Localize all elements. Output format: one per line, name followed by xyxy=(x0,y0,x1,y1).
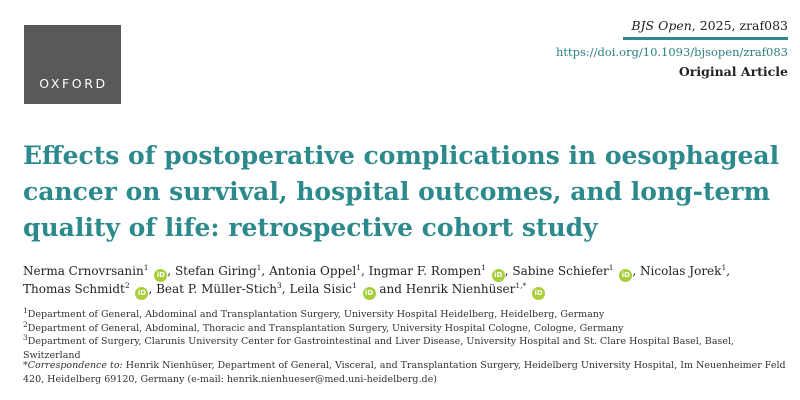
author-separator: and xyxy=(375,282,406,296)
author-name: Thomas Schmidt xyxy=(23,282,125,296)
affiliation-marker: 1 xyxy=(23,305,28,315)
journal-citation xyxy=(556,18,788,33)
author xyxy=(156,282,282,296)
affiliation xyxy=(23,319,793,336)
author xyxy=(23,264,167,278)
author xyxy=(512,264,632,278)
publisher-logo xyxy=(24,25,121,104)
affiliation-text: Department of Surgery, Clarunis University Center for Gastrointestinal and Liver Disease, University Hospital and St. Clare Hospital Basel, Basel, Switzerland xyxy=(23,336,735,361)
author-affiliation-marker: 1,* xyxy=(515,281,527,290)
author xyxy=(640,264,726,278)
journal-divider xyxy=(623,37,788,40)
affiliation xyxy=(23,332,793,362)
author xyxy=(23,282,148,296)
article-title: Effects of postoperative complications in oesophageal cancer on survival, hospital outcomes, and long-term quality of life: retrospective cohort study xyxy=(23,141,780,242)
author-name: Ingmar F. Rompen xyxy=(368,264,482,278)
journal-citation-block xyxy=(556,18,788,79)
author-name: Nerma Crnovrsanin xyxy=(23,264,144,278)
author-name: Antonia Oppel xyxy=(269,264,357,278)
author-separator: , xyxy=(167,264,175,278)
author-name: Leila Sisic xyxy=(289,282,352,296)
author xyxy=(269,264,361,278)
orcid-icon[interactable]: iD xyxy=(363,287,376,300)
journal-citation-rest: , 2025, zraf083 xyxy=(691,18,788,33)
author-name: Nicolas Jorek xyxy=(640,264,722,278)
author-separator: , xyxy=(148,282,157,296)
author-name: Beat P. Müller-Stich xyxy=(156,282,278,296)
orcid-icon[interactable]: iD xyxy=(154,269,167,282)
author-separator: , xyxy=(504,264,513,278)
author-affiliation-marker: 2 xyxy=(124,281,130,290)
journal-name: BJS Open xyxy=(631,18,692,33)
affiliation-text: Department of General, Abdominal, Thoracic and Transplantation Surgery, University Hospital Cologne, Cologne, Germany xyxy=(27,322,624,334)
affiliation-marker: 3 xyxy=(23,332,28,342)
correspondence xyxy=(23,359,793,386)
author-line xyxy=(23,282,793,300)
author xyxy=(406,282,545,296)
author-affiliation-marker: 1 xyxy=(721,263,727,272)
affiliation xyxy=(23,305,793,322)
author-separator: , xyxy=(726,264,731,278)
author xyxy=(289,282,375,296)
affiliation-marker: 2 xyxy=(23,319,28,329)
correspondence-text: Henrik Nienhüser, Department of General, Visceral, and Transplantation Surgery, Heidelberg University Hospital, Im Neuenheimer Feld 420, Heidelberg 69120, Germany (e-mail: henrik.nienhueser@med.uni-heidelberg.de) xyxy=(23,360,786,385)
author-name: Henrik Nienhüser xyxy=(405,282,516,296)
author-separator: , xyxy=(360,264,369,278)
author-affiliation-marker: 1 xyxy=(608,263,614,272)
orcid-icon[interactable]: iD xyxy=(532,287,545,300)
author-affiliation-marker: 1 xyxy=(356,263,361,272)
correspondence-lead: *Correspondence to: xyxy=(23,360,123,371)
author-separator: , xyxy=(261,264,270,278)
affiliation-list xyxy=(23,305,793,362)
author-name: Stefan Giring xyxy=(174,264,257,278)
author-affiliation-marker: 1 xyxy=(481,263,486,272)
publisher-logo-text: OXFORD xyxy=(39,76,108,91)
author-affiliation-marker: 3 xyxy=(277,281,282,290)
author-affiliation-marker: 1 xyxy=(351,281,357,290)
orcid-icon[interactable]: iD xyxy=(492,269,505,282)
author-line xyxy=(23,264,793,282)
author-list xyxy=(23,264,793,300)
author-name: Sabine Schiefer xyxy=(512,264,609,278)
author xyxy=(369,264,505,278)
orcid-icon[interactable]: iD xyxy=(135,287,148,300)
author-separator: , xyxy=(632,264,641,278)
author xyxy=(175,264,261,278)
author-affiliation-marker: 1 xyxy=(143,263,149,272)
author-separator: , xyxy=(281,282,290,296)
article-type: Original Article xyxy=(678,64,788,79)
orcid-icon[interactable]: iD xyxy=(619,269,632,282)
affiliation-text: Department of General, Abdominal and Transplantation Surgery, University Hospital Heidelberg, Heidelberg, Germany xyxy=(27,309,605,320)
doi-link[interactable]: https://doi.org/10.1093/bjsopen/zraf083 xyxy=(555,45,788,59)
author-affiliation-marker: 1 xyxy=(256,263,262,272)
